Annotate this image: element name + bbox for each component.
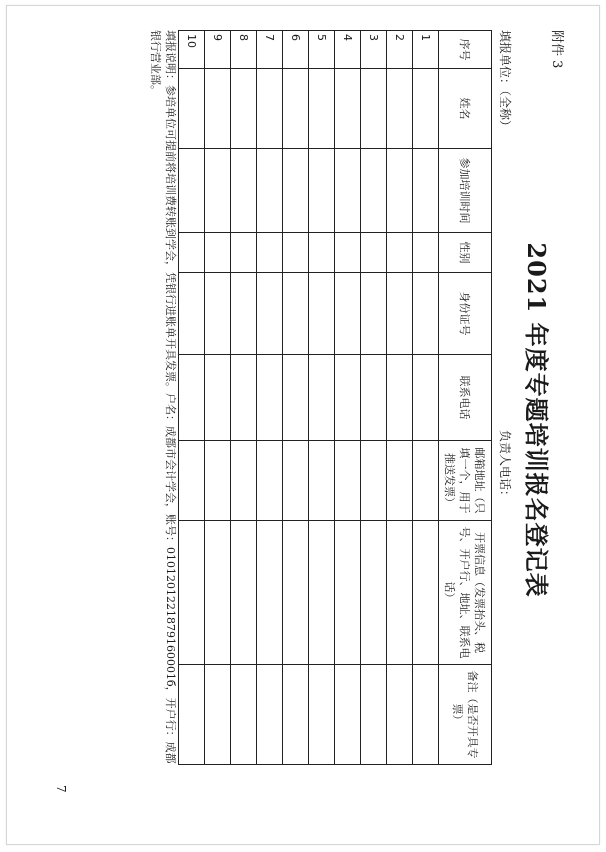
cell-email[interactable]: [335, 441, 361, 521]
cell-training-time[interactable]: [335, 149, 361, 233]
cell-email[interactable]: [283, 441, 309, 521]
cell-training-time[interactable]: [361, 149, 387, 233]
cell-name[interactable]: [413, 69, 439, 149]
table-row: [335, 31, 361, 765]
table-row: [387, 31, 413, 765]
cell-email[interactable]: [413, 441, 439, 521]
cell-name[interactable]: [257, 69, 283, 149]
row-number: 2: [387, 31, 413, 69]
header-name: 姓名: [439, 69, 492, 149]
cell-gender[interactable]: [179, 233, 205, 273]
cell-remarks[interactable]: [361, 665, 387, 765]
cell-training-time[interactable]: [231, 149, 257, 233]
cell-id-number[interactable]: [257, 273, 283, 355]
row-number: 6: [283, 31, 309, 69]
cell-remarks[interactable]: [179, 665, 205, 765]
cell-phone[interactable]: [257, 355, 283, 441]
cell-id-number[interactable]: [413, 273, 439, 355]
cell-remarks[interactable]: [309, 665, 335, 765]
cell-gender[interactable]: [205, 233, 231, 273]
row-number: 10: [179, 31, 205, 69]
cell-name[interactable]: [205, 69, 231, 149]
row-number: 4: [335, 31, 361, 69]
header-training-time: 参加培训时间: [439, 149, 492, 233]
cell-id-number[interactable]: [335, 273, 361, 355]
cell-training-time[interactable]: [179, 149, 205, 233]
attachment-label: 附件 3: [549, 30, 564, 69]
cell-invoice-info[interactable]: [231, 521, 257, 665]
cell-name[interactable]: [179, 69, 205, 149]
header-email: 邮箱地址（只填一个，用于推送发票）: [439, 441, 492, 521]
table-row: [309, 31, 335, 765]
registration-table: [178, 30, 492, 765]
table-row: [231, 31, 257, 765]
cell-training-time[interactable]: [387, 149, 413, 233]
unit-label: 填报单位：（全称）: [498, 30, 512, 133]
cell-email[interactable]: [205, 441, 231, 521]
cell-email[interactable]: [361, 441, 387, 521]
header-phone: 联系电话: [439, 355, 492, 441]
cell-phone[interactable]: [387, 355, 413, 441]
cell-training-time[interactable]: [309, 149, 335, 233]
cell-email[interactable]: [231, 441, 257, 521]
cell-training-time[interactable]: [283, 149, 309, 233]
cell-remarks[interactable]: [231, 665, 257, 765]
table-row: [283, 31, 309, 765]
header-invoice-info: 开票信息（发票抬头、税号、开户行、地址、联系电话）: [439, 521, 492, 665]
row-number: 1: [413, 31, 439, 69]
cell-invoice-info[interactable]: [283, 521, 309, 665]
cell-invoice-info[interactable]: [387, 521, 413, 665]
cell-gender[interactable]: [387, 233, 413, 273]
page-title: 2021 年度专题培训报名登记表: [522, 242, 551, 598]
cell-name[interactable]: [387, 69, 413, 149]
cell-name[interactable]: [335, 69, 361, 149]
cell-name[interactable]: [309, 69, 335, 149]
table-row: [257, 31, 283, 765]
cell-gender[interactable]: [231, 233, 257, 273]
fill-instructions: 填报说明：参培单位可提前将培训费转账到学会，凭银行进账单开具发票。户名：成都市会计学会，账号：0101201221879160001б，开户行：成都银行营业部。: [149, 30, 177, 764]
row-number: 9: [205, 31, 231, 69]
table-row: [361, 31, 387, 765]
table-row: [413, 31, 439, 765]
cell-id-number[interactable]: [309, 273, 335, 355]
table-row: [179, 31, 205, 765]
cell-remarks[interactable]: [413, 665, 439, 765]
cell-gender[interactable]: [309, 233, 335, 273]
cell-phone[interactable]: [231, 355, 257, 441]
cell-phone[interactable]: [413, 355, 439, 441]
cell-phone[interactable]: [309, 355, 335, 441]
cell-training-time[interactable]: [413, 149, 439, 233]
cell-invoice-info[interactable]: [361, 521, 387, 665]
cell-name[interactable]: [231, 69, 257, 149]
cell-phone[interactable]: [335, 355, 361, 441]
header-serial: 序号: [439, 31, 492, 69]
cell-gender[interactable]: [335, 233, 361, 273]
contact-phone-label: 负责人电话：: [498, 430, 512, 503]
cell-email[interactable]: [309, 441, 335, 521]
cell-id-number[interactable]: [361, 273, 387, 355]
cell-email[interactable]: [387, 441, 413, 521]
row-number: 5: [309, 31, 335, 69]
cell-id-number[interactable]: [205, 273, 231, 355]
table-row: [205, 31, 231, 765]
cell-phone[interactable]: [361, 355, 387, 441]
cell-training-time[interactable]: [205, 149, 231, 233]
header-id-number: 身份证号: [439, 273, 492, 355]
row-number: 8: [231, 31, 257, 69]
cell-remarks[interactable]: [283, 665, 309, 765]
cell-invoice-info[interactable]: [413, 521, 439, 665]
cell-id-number[interactable]: [231, 273, 257, 355]
cell-id-number[interactable]: [283, 273, 309, 355]
cell-invoice-info[interactable]: [179, 521, 205, 665]
cell-email[interactable]: [179, 441, 205, 521]
cell-training-time[interactable]: [257, 149, 283, 233]
page-number: 7: [54, 785, 68, 793]
cell-invoice-info[interactable]: [335, 521, 361, 665]
cell-remarks[interactable]: [205, 665, 231, 765]
cell-id-number[interactable]: [179, 273, 205, 355]
cell-remarks[interactable]: [335, 665, 361, 765]
cell-phone[interactable]: [205, 355, 231, 441]
cell-name[interactable]: [283, 69, 309, 149]
cell-name[interactable]: [361, 69, 387, 149]
cell-remarks[interactable]: [387, 665, 413, 765]
cell-remarks[interactable]: [257, 665, 283, 765]
table-header-row: [439, 31, 492, 765]
cell-id-number[interactable]: [387, 273, 413, 355]
header-gender: 性别: [439, 233, 492, 273]
row-number: 7: [257, 31, 283, 69]
cell-invoice-info[interactable]: [257, 521, 283, 665]
cell-phone[interactable]: [179, 355, 205, 441]
cell-gender[interactable]: [413, 233, 439, 273]
cell-gender[interactable]: [283, 233, 309, 273]
cell-invoice-info[interactable]: [205, 521, 231, 665]
cell-email[interactable]: [257, 441, 283, 521]
rotated-page: [8, 30, 568, 810]
cell-invoice-info[interactable]: [309, 521, 335, 665]
cell-gender[interactable]: [361, 233, 387, 273]
cell-phone[interactable]: [283, 355, 309, 441]
header-remarks: 备注（是否开具专票）: [439, 665, 492, 765]
cell-gender[interactable]: [257, 233, 283, 273]
row-number: 3: [361, 31, 387, 69]
